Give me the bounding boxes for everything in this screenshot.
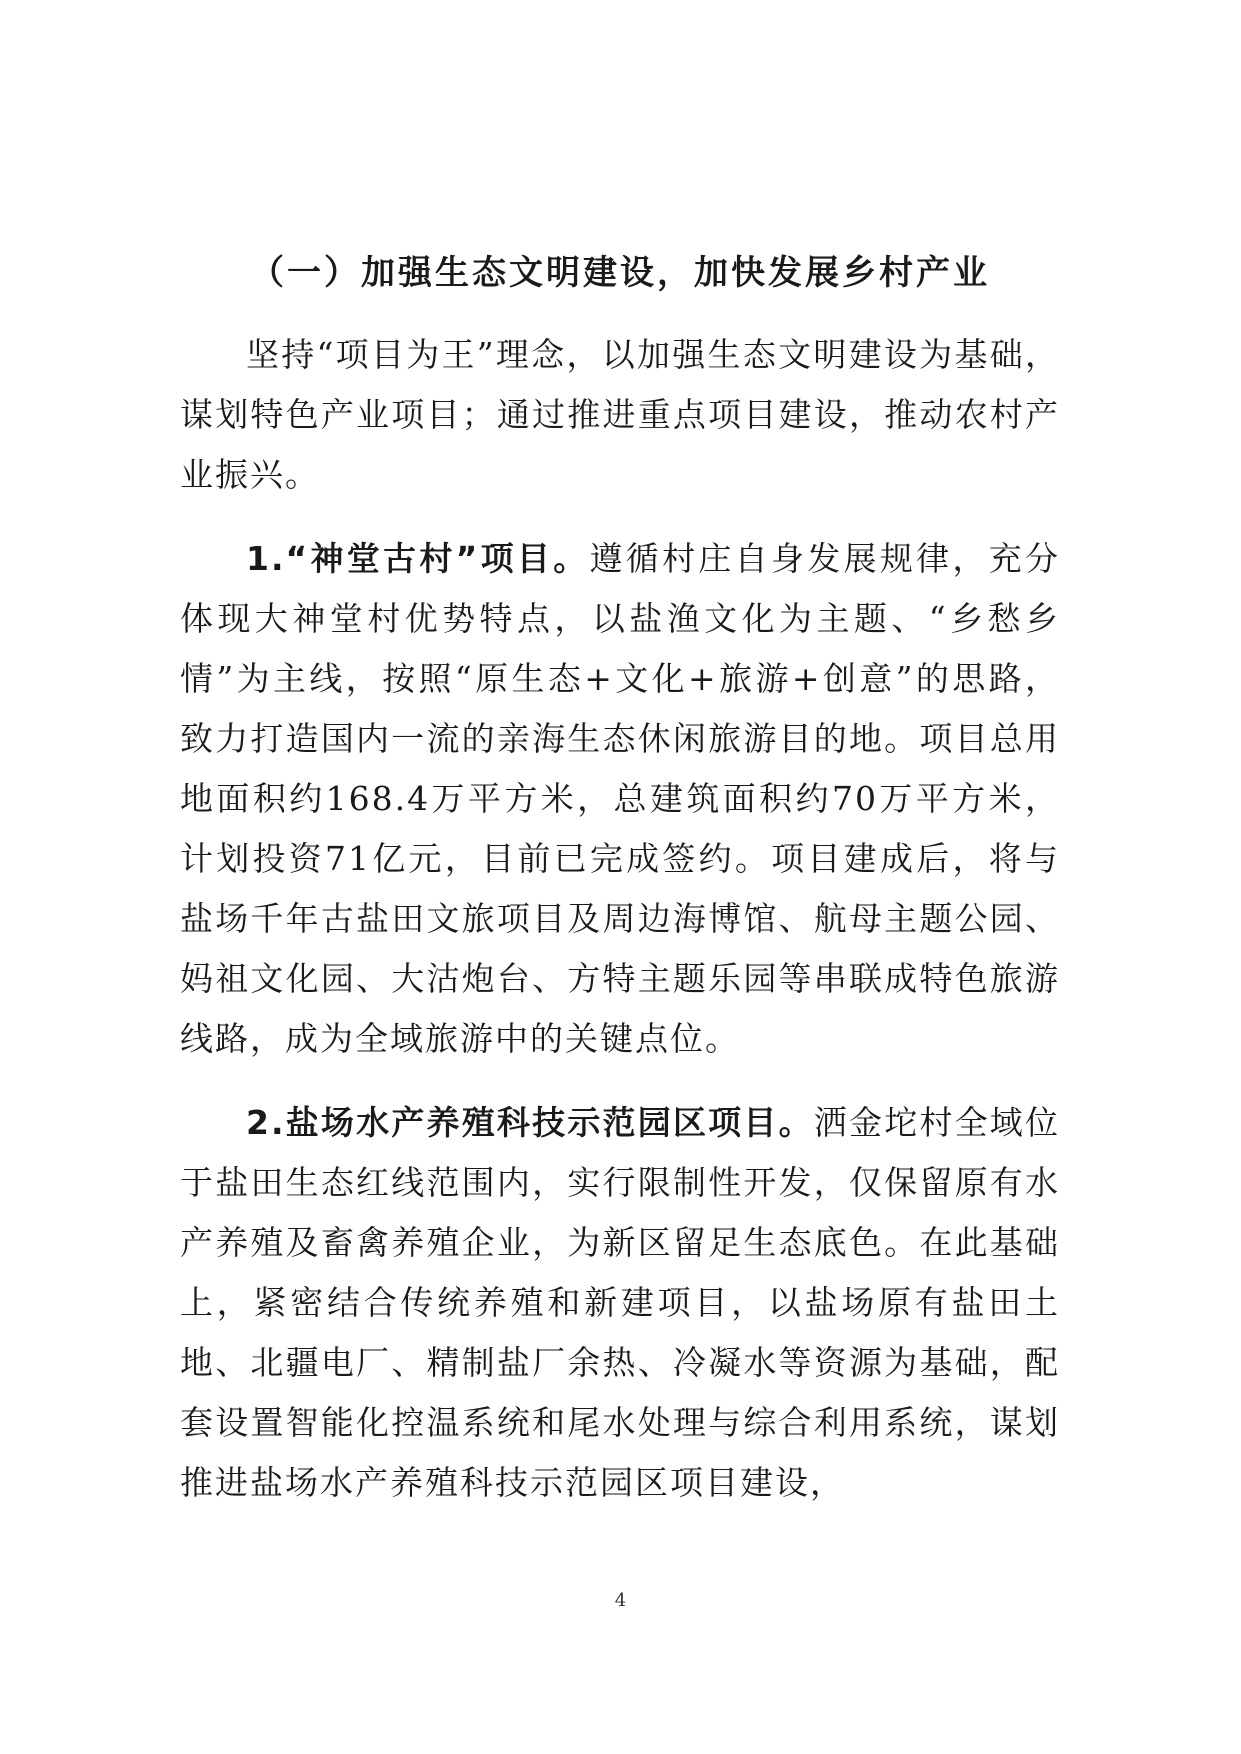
item-1-text: 遵循村庄自身发展规律，充分体现大神堂村优势特点，以盐渔文化为主题、“乡愁乡情”为主线，按照“原生态+文化+旅游+创意”的思路，致力打造国内一流的亲海生态休闲旅游目的地。项目总用地面积约168.4万平方米，总建筑面积约70万平方米，计划投资71亿元，目前已完成签约。项目建成后，将与盐场千年古盐田文旅项目及周边海博馆、航母主题公园、妈祖文化园、大沽炮台、方特主题乐园等串联成特色旅游线路，成为全域旅游中的关键点位。 bbox=[180, 539, 1061, 1058]
page-number: 4 bbox=[614, 1590, 627, 1611]
item-paragraph-2 bbox=[180, 1093, 1060, 1513]
item-2-lead: 2.盐场水产养殖科技示范园区项目。 bbox=[246, 1103, 814, 1142]
item-1-lead: 1.“神堂古村”项目。 bbox=[246, 539, 590, 578]
section-heading: （一）加强生态文明建设，加快发展乡村产业 bbox=[250, 253, 990, 293]
item-paragraph-1 bbox=[180, 529, 1060, 1069]
item-2-text: 洒金坨村全域位于盐田生态红线范围内，实行限制性开发，仅保留原有水产养殖及畜禽养殖企业，为新区留足生态底色。在此基础上，紧密结合传统养殖和新建项目，以盐场原有盐田土地、北疆电厂、精制盐厂余热、冷凝水等资源为基础，配套设置智能化控温系统和尾水处理与综合利用系统，谋划推进盐场水产养殖科技示范园区项目建设， bbox=[180, 1103, 1061, 1502]
intro-paragraph: 坚持“项目为王”理念，以加强生态文明建设为基础，谋划特色产业项目；通过推进重点项目建设，推动农村产业振兴。 bbox=[180, 335, 1060, 494]
page-body bbox=[180, 243, 1060, 1537]
